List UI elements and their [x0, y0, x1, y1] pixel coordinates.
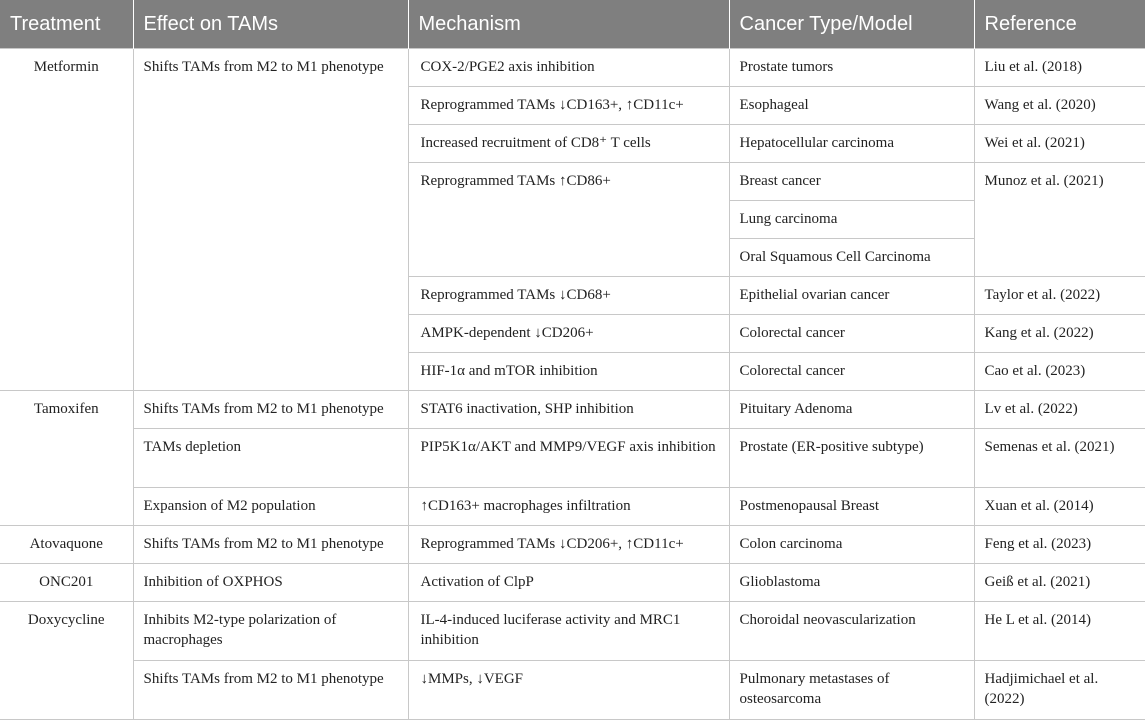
cancer-cell: Colon carcinoma: [729, 526, 974, 564]
reference-cell: Geiß et al. (2021): [974, 564, 1145, 602]
reference-cell: Lv et al. (2022): [974, 391, 1145, 429]
reference-cell: He L et al. (2014): [974, 602, 1145, 661]
cancer-cell: Glioblastoma: [729, 564, 974, 602]
cancer-cell: Colorectal cancer: [729, 353, 974, 391]
effect-cell: Shifts TAMs from M2 to M1 phenotype: [133, 49, 408, 391]
effect-cell: Expansion of M2 population: [133, 488, 408, 526]
header-reference: Reference: [974, 0, 1145, 49]
table-row: [0, 488, 1145, 526]
cancer-cell: Esophageal: [729, 87, 974, 125]
treatment-cell: Metformin: [0, 49, 133, 391]
cancer-cell: Prostate (ER-positive subtype): [729, 429, 974, 488]
header-row: [0, 0, 1145, 49]
mechanism-cell: IL-4-induced luciferase activity and MRC1 inhibition: [408, 602, 729, 661]
mechanism-cell: HIF-1α and mTOR inhibition: [408, 353, 729, 391]
mechanism-cell: Increased recruitment of CD8⁺ T cells: [408, 125, 729, 163]
cancer-cell: Colorectal cancer: [729, 315, 974, 353]
header-mechanism: Mechanism: [408, 0, 729, 49]
effect-cell: Shifts TAMs from M2 to M1 phenotype: [133, 661, 408, 720]
reference-cell: Kang et al. (2022): [974, 315, 1145, 353]
table-row: [0, 429, 1145, 488]
mechanism-cell: COX-2/PGE2 axis inhibition: [408, 49, 729, 87]
treatment-cell: Doxycycline: [0, 602, 133, 720]
treatment-cell: Atovaquone: [0, 526, 133, 564]
effect-cell: TAMs depletion: [133, 429, 408, 488]
table-row: [0, 526, 1145, 564]
header-effect: Effect on TAMs: [133, 0, 408, 49]
reference-cell: Feng et al. (2023): [974, 526, 1145, 564]
mechanism-cell: Activation of ClpP: [408, 564, 729, 602]
reference-cell: Wei et al. (2021): [974, 125, 1145, 163]
mechanism-cell: PIP5K1α/AKT and MMP9/VEGF axis inhibition: [408, 429, 729, 488]
table-row: [0, 564, 1145, 602]
cancer-cell: Prostate tumors: [729, 49, 974, 87]
mechanism-cell: ↓MMPs, ↓VEGF: [408, 661, 729, 720]
treatment-cell: ONC201: [0, 564, 133, 602]
effect-cell: Inhibition of OXPHOS: [133, 564, 408, 602]
cancer-cell: Hepatocellular carcinoma: [729, 125, 974, 163]
reference-cell: Taylor et al. (2022): [974, 277, 1145, 315]
reference-cell: Xuan et al. (2014): [974, 488, 1145, 526]
cancer-cell: Choroidal neovascularization: [729, 602, 974, 661]
table-row: [0, 602, 1145, 661]
table-row: [0, 49, 1145, 87]
mechanism-cell: Reprogrammed TAMs ↓CD68+: [408, 277, 729, 315]
reference-cell: Semenas et al. (2021): [974, 429, 1145, 488]
cancer-cell: Oral Squamous Cell Carcinoma: [729, 239, 974, 277]
header-treatment: Treatment: [0, 0, 133, 49]
cancer-cell: Breast cancer: [729, 163, 974, 201]
reference-cell: Munoz et al. (2021): [974, 163, 1145, 277]
cancer-cell: Pituitary Adenoma: [729, 391, 974, 429]
mechanism-cell: Reprogrammed TAMs ↓CD163+, ↑CD11c+: [408, 87, 729, 125]
cancer-cell: Lung carcinoma: [729, 201, 974, 239]
cancer-cell: Epithelial ovarian cancer: [729, 277, 974, 315]
cancer-cell: Postmenopausal Breast: [729, 488, 974, 526]
header-cancer-type: Cancer Type/Model: [729, 0, 974, 49]
mechanism-cell: AMPK-dependent ↓CD206+: [408, 315, 729, 353]
treatment-cell: Tamoxifen: [0, 391, 133, 526]
mechanism-cell: Reprogrammed TAMs ↓CD206+, ↑CD11c+: [408, 526, 729, 564]
mechanism-cell: Reprogrammed TAMs ↑CD86+: [408, 163, 729, 277]
reference-cell: Wang et al. (2020): [974, 87, 1145, 125]
effect-cell: Shifts TAMs from M2 to M1 phenotype: [133, 391, 408, 429]
mechanism-cell: STAT6 inactivation, SHP inhibition: [408, 391, 729, 429]
mechanism-cell: ↑CD163+ macrophages infiltration: [408, 488, 729, 526]
reference-cell: Cao et al. (2023): [974, 353, 1145, 391]
cancer-cell: Pulmonary metastases of osteosarcoma: [729, 661, 974, 720]
effect-cell: Shifts TAMs from M2 to M1 phenotype: [133, 526, 408, 564]
table-row: [0, 391, 1145, 429]
reference-cell: Liu et al. (2018): [974, 49, 1145, 87]
table-row: [0, 661, 1145, 720]
reference-cell: Hadjimichael et al. (2022): [974, 661, 1145, 720]
effect-cell: Inhibits M2-type polarization of macrophages: [133, 602, 408, 661]
